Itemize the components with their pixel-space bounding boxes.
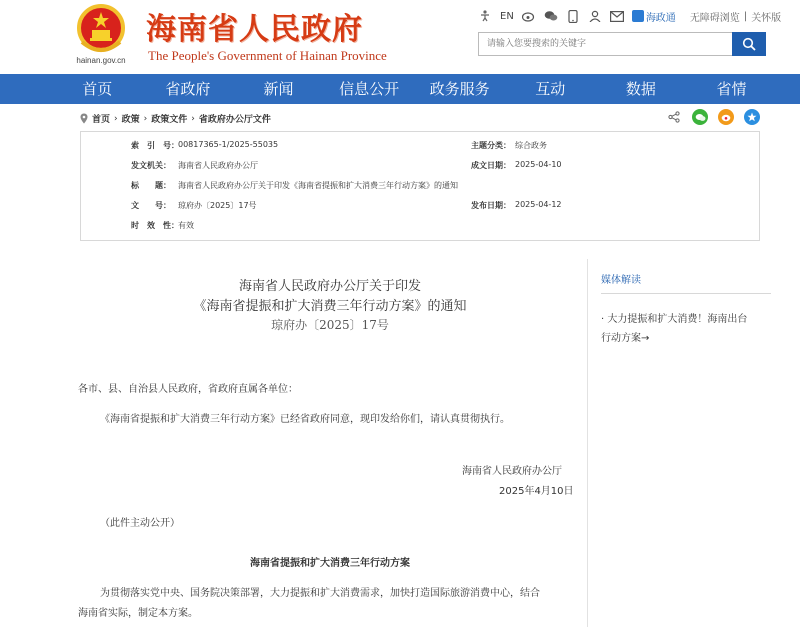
meta-row	[81, 220, 759, 240]
index-number-label: 索 引 号：	[131, 141, 179, 150]
meta-row	[81, 200, 759, 220]
sidebar-link[interactable]: · 大力提振和扩大消费！海南出台 行动方案→	[601, 314, 748, 344]
wechat-icon[interactable]	[544, 9, 558, 23]
share-icon[interactable]	[666, 109, 682, 125]
breadcrumb-separator: ›	[143, 113, 148, 124]
breadcrumb-separator: ›	[191, 113, 195, 124]
search-input[interactable]	[478, 32, 732, 56]
location-pin-icon	[80, 113, 88, 124]
search-icon	[742, 37, 756, 51]
article-title-line-1: 海南省人民政府办公厅关于印发	[238, 279, 421, 294]
category-value: 综合政务	[515, 141, 547, 150]
signature: 海南省人民政府办公厅	[462, 466, 562, 477]
article-title-line-2: 《海南省提振和扩大消费三年行动方案》的通知	[193, 299, 467, 314]
site-domain: hainan.gov.cn	[76, 56, 126, 65]
issuer-value: 海南省人民政府办公厅	[178, 161, 258, 170]
link-separator: |	[743, 10, 748, 22]
plan-title: 海南省提振和扩大消费三年行动方案	[250, 558, 410, 569]
breadcrumb	[80, 112, 271, 125]
nav-item-data[interactable]: 数据	[625, 80, 656, 98]
sidebar-heading: 媒体解读	[601, 271, 771, 294]
plan-paragraph-line-1: 为贯彻落实党中央、国务院决策部署，大力提振和扩大消费需求，加快打造国际旅游消费中心，结合	[100, 588, 540, 599]
article-doc-number: 琼府办〔2025〕17号	[271, 318, 389, 332]
breadcrumb-office-files[interactable]: 省政府办公厅文件	[198, 115, 271, 125]
wechat-share-icon[interactable]	[692, 109, 708, 125]
validity-value: 有效	[178, 221, 194, 230]
nav-item-services[interactable]: 政务服务	[429, 80, 490, 98]
nav-item-government[interactable]: 省政府	[165, 80, 211, 98]
search-bar	[478, 32, 766, 56]
meta-row	[81, 140, 759, 160]
created-date-value: 2025-04-10	[515, 160, 562, 169]
user-icon[interactable]	[588, 9, 602, 23]
hainan-tong-icon	[632, 10, 644, 22]
share-bar	[666, 109, 760, 125]
title-label: 标 题：	[131, 181, 171, 190]
accessibility-icon[interactable]	[478, 9, 492, 23]
site-name[interactable]: 海南省人民政府	[146, 12, 363, 47]
body-paragraph: 《海南省提振和扩大消费三年行动方案》已经省政府同意，现印发给你们，请认真贯彻执行。	[100, 414, 510, 425]
breadcrumb-policy-files[interactable]: 政策文件	[151, 115, 188, 125]
main-nav	[0, 74, 800, 104]
article	[72, 259, 588, 627]
meta-row	[81, 180, 759, 200]
nav-item-province-info[interactable]: 省情	[716, 80, 747, 98]
favorite-share-icon[interactable]	[744, 109, 760, 125]
nav-item-news[interactable]: 新闻	[263, 80, 294, 98]
created-date-label: 成文日期：	[471, 161, 511, 170]
breadcrumb-policy[interactable]: 政策	[121, 115, 140, 125]
mail-icon[interactable]	[610, 9, 624, 23]
document-number-value: 琼府办〔2025〕17号	[178, 201, 257, 210]
validity-label: 时 效 性：	[131, 221, 179, 230]
index-number-value: 00817365-1/2025-55035	[178, 140, 279, 149]
care-version-link[interactable]: 关怀版	[751, 12, 782, 24]
plan-paragraph-line-2: 海南省实际，制定本方案。	[78, 608, 198, 619]
search-button[interactable]	[732, 32, 766, 56]
breadcrumb-separator: ›	[114, 113, 118, 124]
mobile-icon[interactable]	[566, 9, 580, 23]
meta-row	[81, 160, 759, 180]
category-label: 主题分类：	[471, 141, 511, 150]
published-date-label: 发布日期：	[471, 201, 511, 210]
nav-item-info-disclosure[interactable]: 信息公开	[339, 80, 400, 98]
signature-date: 2025年4月10日	[499, 486, 574, 497]
hainan-tong-link[interactable]: 海政通	[632, 9, 676, 24]
breadcrumb-home[interactable]: 首页	[92, 115, 111, 125]
weibo-share-icon[interactable]	[718, 109, 734, 125]
site-header	[0, 0, 800, 72]
weibo-icon[interactable]	[522, 9, 536, 23]
title-value: 海南省人民政府办公厅关于印发《海南省提振和扩大消费三年行动方案》的通知	[178, 181, 458, 190]
media-interpretation-sidebar	[601, 271, 771, 348]
salutation: 各市、县、自治县人民政府，省政府直属各单位：	[78, 384, 298, 395]
published-date-value: 2025-04-12	[515, 200, 562, 209]
disclosure-note: （此件主动公开）	[100, 518, 180, 529]
nav-item-interaction[interactable]: 互动	[535, 80, 566, 98]
document-metadata	[80, 131, 760, 241]
issuer-label: 发文机关：	[131, 161, 171, 170]
top-links	[478, 8, 781, 24]
nav-item-home[interactable]: 首页	[82, 80, 113, 98]
national-emblem-logo[interactable]	[72, 2, 130, 56]
english-link[interactable]: EN	[500, 10, 514, 22]
document-number-label: 文 号：	[131, 201, 171, 210]
accessible-browsing-link[interactable]: 无障碍浏览	[689, 12, 740, 24]
site-name-english: The People's Government of Hainan Province	[148, 48, 387, 63]
